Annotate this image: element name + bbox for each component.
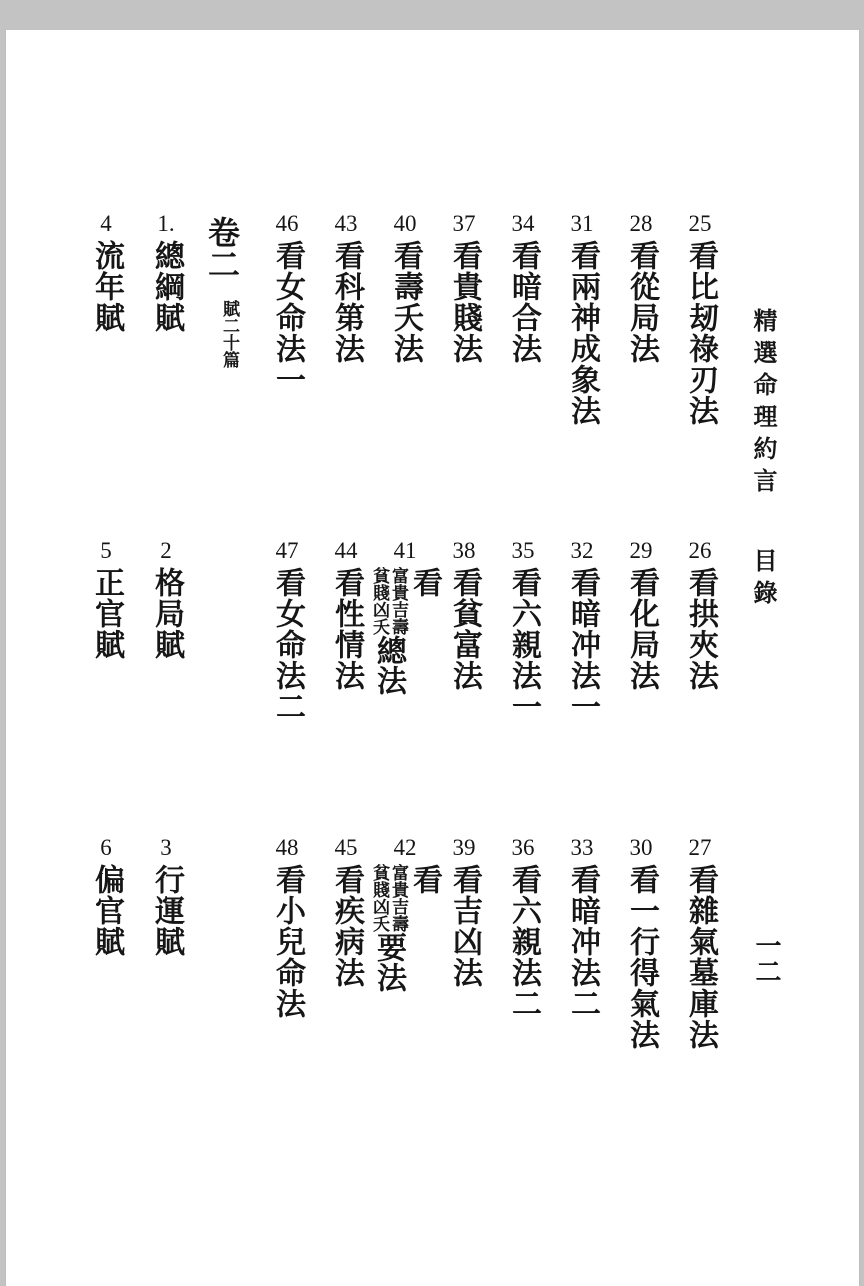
page-number: 一二 [751, 932, 781, 984]
entry-number: 43 [334, 211, 358, 236]
toc-entry-48[interactable] [264, 834, 310, 1019]
toc-entry-28[interactable] [618, 210, 664, 364]
toc-entry-36[interactable] [500, 834, 546, 1019]
entry-number: 2 [160, 538, 172, 563]
entry-title: 看雜氣墓庫法 [683, 864, 718, 1050]
entry-title: 看女命法一 [270, 240, 305, 395]
entry-number: 29 [629, 538, 653, 563]
entry-title-head: 看 [407, 864, 442, 894]
entry-number: 45 [334, 835, 358, 860]
entry-number: 5 [100, 538, 112, 563]
entry-number: 44 [334, 538, 358, 563]
toc-entry-35[interactable] [500, 537, 546, 722]
entry-title: 格局賦 [149, 567, 184, 660]
toc-entry-39[interactable] [441, 834, 487, 988]
toc-entry-41[interactable] [369, 537, 442, 695]
entry-title: 看女命法二 [270, 567, 305, 722]
entry-number: 4 [100, 211, 112, 236]
toc-entry-31[interactable] [559, 210, 605, 426]
entry-title: 看吉凶法 [447, 864, 482, 988]
entry-title-tail: 總法 [371, 635, 406, 695]
note-left: 貧賤凶夭 [369, 864, 389, 932]
book-page [5, 30, 860, 1286]
toc-entry-42[interactable] [369, 834, 442, 992]
entry-title: 流年賦 [89, 240, 124, 333]
entry-number: 30 [629, 835, 653, 860]
toc-entry-29[interactable] [618, 537, 664, 691]
entry-number: 3 [160, 835, 172, 860]
entry-number: 40 [393, 211, 417, 236]
entry-number: 46 [275, 211, 299, 236]
toc-entry-27[interactable] [677, 834, 723, 1050]
entry-title: 看一行得氣法 [624, 864, 659, 1050]
interlinear-note [369, 567, 407, 635]
entry-number: 34 [511, 211, 535, 236]
toc-entry-25[interactable] [677, 210, 723, 426]
entry-title: 看科第法 [329, 240, 364, 364]
entry-title: 正官賦 [89, 567, 124, 660]
entry-title: 看疾病法 [329, 864, 364, 988]
entry-title-annotation [369, 864, 407, 992]
toc-entry-2[interactable] [143, 537, 189, 660]
toc-entry-45[interactable] [323, 834, 369, 988]
entry-title: 看貧富法 [447, 567, 482, 691]
entry-number: 1. [157, 211, 175, 236]
entry-number: 38 [452, 538, 476, 563]
entry-title: 看六親法二 [506, 864, 541, 1019]
entry-number: 48 [275, 835, 299, 860]
entry-title: 看兩神成象法 [565, 240, 600, 426]
toc-entry-40[interactable] [382, 210, 428, 364]
entry-number: 39 [452, 835, 476, 860]
entry-title: 看貴賤法 [447, 240, 482, 364]
entry-title: 看拱夾法 [683, 567, 718, 691]
toc-entry-46[interactable] [264, 210, 310, 395]
volume-note: 賦二十篇 [219, 300, 239, 368]
entry-number: 37 [452, 211, 476, 236]
toc-entry-44[interactable] [323, 537, 369, 691]
toc-entry-43[interactable] [323, 210, 369, 364]
entry-number: 35 [511, 538, 535, 563]
entry-title: 總綱賦 [149, 240, 184, 333]
entry-number: 28 [629, 211, 653, 236]
entry-title: 看暗冲法一 [565, 567, 600, 722]
entry-title: 偏官賦 [89, 864, 124, 957]
section-heading: 目錄 [749, 548, 778, 612]
entry-title: 看六親法一 [506, 567, 541, 722]
entry-title: 看比刼祿刃法 [683, 240, 718, 426]
toc-entry-4[interactable] [83, 210, 129, 333]
entry-title: 看壽夭法 [388, 240, 423, 364]
entry-number: 42 [393, 835, 417, 860]
entry-title: 看化局法 [624, 567, 659, 691]
entry-title-compound [369, 567, 442, 695]
note-right: 富貴吉壽 [388, 864, 408, 932]
entry-title: 行運賦 [149, 864, 184, 957]
note-left: 貧賤凶夭 [369, 567, 389, 635]
entry-title: 看暗冲法二 [565, 864, 600, 1019]
entry-number: 6 [100, 835, 112, 860]
entry-number: 41 [393, 538, 417, 563]
toc-entry-38[interactable] [441, 537, 487, 691]
toc-entry-6[interactable] [83, 834, 129, 957]
toc-entry-37[interactable] [441, 210, 487, 364]
entry-title-head: 看 [407, 567, 442, 597]
entry-title-annotation [369, 567, 407, 695]
entry-number: 26 [688, 538, 712, 563]
toc-entry-3[interactable] [143, 834, 189, 957]
entry-title: 看從局法 [624, 240, 659, 364]
toc-entry-34[interactable] [500, 210, 546, 364]
volume-heading [202, 216, 252, 446]
entry-number: 32 [570, 538, 594, 563]
entry-number: 36 [511, 835, 535, 860]
entry-number: 33 [570, 835, 594, 860]
note-right: 富貴吉壽 [388, 567, 408, 635]
volume-label: 卷二 [203, 216, 241, 280]
entry-number: 27 [688, 835, 712, 860]
entry-title: 看小兒命法 [270, 864, 305, 1019]
toc-entry-5[interactable] [83, 537, 129, 660]
toc-entry-26[interactable] [677, 537, 723, 691]
entry-title-tail: 要法 [371, 932, 406, 992]
entry-title: 看暗合法 [506, 240, 541, 364]
toc-entry-1[interactable] [143, 210, 189, 333]
toc-entry-32[interactable] [559, 537, 605, 722]
entry-number: 31 [570, 211, 594, 236]
entry-number: 47 [275, 538, 299, 563]
entry-title-compound [369, 864, 442, 992]
entry-title: 看性情法 [329, 567, 364, 691]
entry-number: 25 [688, 211, 712, 236]
interlinear-note [369, 864, 407, 932]
toc-entry-30[interactable] [618, 834, 664, 1050]
toc-entry-33[interactable] [559, 834, 605, 1019]
toc-entry-47[interactable] [264, 537, 310, 722]
book-title: 精選命理約言 [749, 308, 778, 500]
